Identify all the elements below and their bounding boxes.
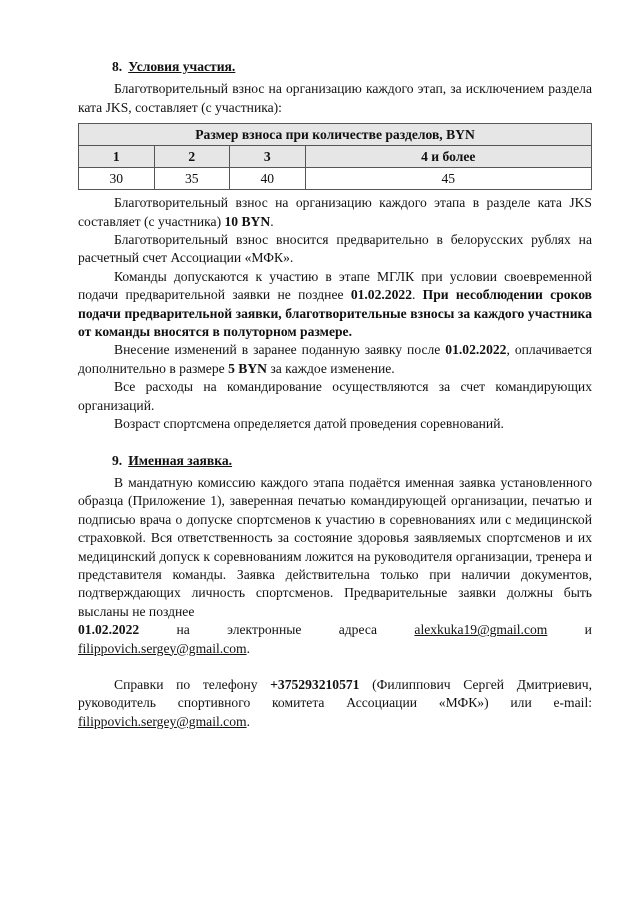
- paragraph: [78, 268, 592, 342]
- paragraph: Благотворительный взнос на организацию каждого этап, за исключением раздела ката JKS, составляет (с участника):: [78, 81, 592, 115]
- bold-notice: При несоблюдении сроков подачи предварительной заявки, благотворительные взносы за каждого участника от команды вносятся в полуторном размере.: [78, 287, 593, 340]
- paragraph: Возраст спортсмена определяется датой проведения соревнований.: [114, 416, 504, 432]
- table-row: [79, 168, 592, 190]
- email-link[interactable]: alexkuka19@gmail.com: [414, 622, 548, 638]
- table-column-header: 3: [230, 146, 306, 168]
- phone-number: +375293210571: [270, 676, 360, 692]
- paragraph: [78, 341, 592, 378]
- deadline-date: 01.02.2022: [350, 287, 412, 303]
- text: на: [176, 622, 190, 638]
- fee-amount: 10 BYN: [224, 213, 271, 229]
- paragraph: Благотворительный взнос вносится предварительно в белорусских рублях на расчетный счет Ассоциации «МФК».: [78, 232, 592, 266]
- section-9-heading: [78, 452, 592, 470]
- fee-table: [78, 123, 592, 190]
- paragraph: [78, 640, 592, 658]
- text: (Филиппович Сергей Дмитриевич, руководитель спортивного комитета Ассоциации «МФК») или e-mail:: [78, 676, 593, 711]
- text: Команды допускаются к участию в этапе МГЛК при условии своевременной подачи предварительной заявки не позднее: [78, 268, 592, 303]
- contact-paragraph: [78, 676, 592, 731]
- table-header-row: [79, 124, 592, 146]
- section-title: Условия участия.: [128, 59, 236, 74]
- text: .: [246, 640, 250, 656]
- table-cell: 45: [305, 168, 592, 190]
- section-number: 9.: [112, 452, 123, 468]
- email-link[interactable]: filippovich.sergey@gmail.com: [78, 640, 247, 656]
- table-column-header: 1: [79, 146, 155, 168]
- deadline-date: 01.02.2022: [445, 342, 507, 358]
- document-page: [78, 58, 592, 731]
- fee-amount: 5 BYN: [228, 360, 267, 376]
- text: .: [411, 287, 423, 303]
- email-link[interactable]: filippovich.sergey@gmail.com: [78, 713, 247, 729]
- section-8-heading: [78, 58, 592, 76]
- section-title: Именная заявка.: [128, 452, 233, 468]
- paragraph: [78, 194, 592, 231]
- table-column-header: 2: [154, 146, 230, 168]
- text: .: [270, 213, 274, 229]
- deadline-date: 01.02.2022: [78, 622, 140, 638]
- table-row: [79, 146, 592, 168]
- text: за каждое изменение.: [266, 360, 395, 376]
- text: Благотворительный взнос на организацию каждого этапа в разделе ката JKS составляет (с участника): [78, 195, 592, 229]
- table-column-header: 4 и более: [305, 146, 592, 168]
- paragraph: Все расходы на командирование осуществляются за счет командирующих организаций.: [78, 379, 592, 413]
- text: .: [246, 713, 250, 729]
- table-cell: 40: [230, 168, 306, 190]
- table-header: Размер взноса при количестве разделов, BYN: [79, 124, 592, 146]
- text: , оплачивается дополнительно в размере: [78, 342, 593, 376]
- text: и: [584, 622, 592, 638]
- section-number: 8.: [112, 59, 123, 74]
- paragraph: В мандатную комиссию каждого этапа подаётся именная заявка установленного образца (Приложение 1), заверенная печатью командирующей организации, печатью и подписью врача о допуске спортсменов к участию в соревнованиях или с медицинской страховкой. Вся ответственность за состояние здоровья заявляемых спортсменов и их медицинский допуск к соревнованиям ложится на руководителя организации, тренера и представителя команды. Заявка действительна только при наличии документов, подтверждающих личность спортсменов. Предварительные заявки должны быть высланы не позднее: [78, 474, 592, 619]
- address-line: [78, 621, 592, 639]
- text: Внесение изменений в заранее поданную заявку после: [114, 342, 446, 358]
- text: адреса: [338, 622, 378, 638]
- table-cell: 35: [154, 168, 230, 190]
- text: Справки по телефону: [114, 676, 271, 692]
- text: электронные: [227, 622, 302, 638]
- table-cell: 30: [79, 168, 155, 190]
